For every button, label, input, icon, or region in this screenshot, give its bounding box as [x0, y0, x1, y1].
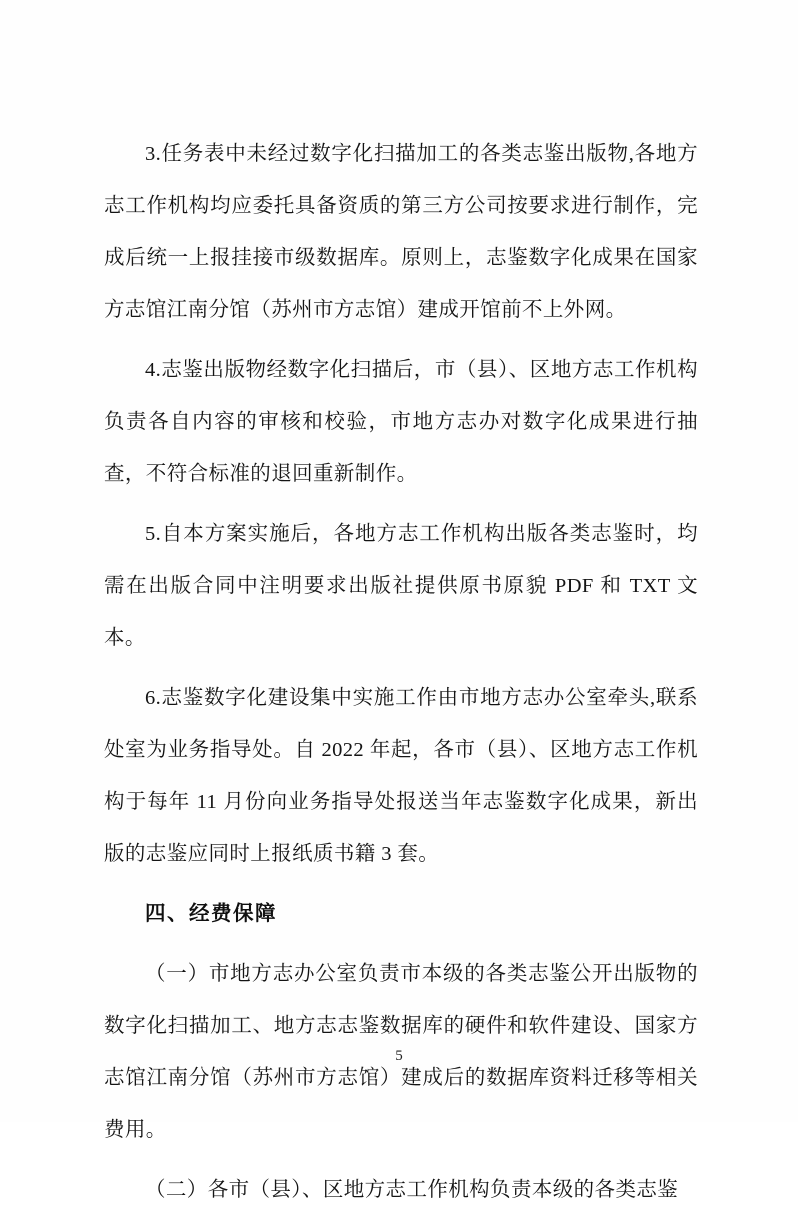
- paragraph-item-one: （一）市地方志办公室负责市本级的各类志鉴公开出版物的数字化扫描加工、地方志志鉴数据库的硬件和软件建设、国家方志馆江南分馆（苏州市方志馆）建成后的数据库资料迁移等相关费用。: [104, 963, 698, 1141]
- paragraph-item-5: 5.自本方案实施后，各地方志工作机构出版各类志鉴时，均需在出版合同中注明要求出版社提供原书原貌 PDF 和 TXT 文本。: [104, 523, 698, 649]
- paragraph-item-6: 6.志鉴数字化建设集中实施工作由市地方志办公室牵头,联系处室为业务指导处。自 2022 年起，各市（县）、区地方志工作机构于每年 11 月份向业务指导处报送当年志鉴数字化成果，新出版的志鉴应同时上报纸质书籍 3 套。: [104, 687, 698, 865]
- paragraph-item-4: 4.志鉴出版物经数字化扫描后，市（县）、区地方志工作机构负责各自内容的审核和校验，市地方志办对数字化成果进行抽查，不符合标准的退回重新制作。: [104, 359, 698, 485]
- paragraph-item-two: （二）各市（县）、区地方志工作机构负责本级的各类志鉴: [145, 1179, 679, 1201]
- section-heading-four: 四、经费保障: [145, 903, 277, 925]
- paragraph-item-3: 3.任务表中未经过数字化扫描加工的各类志鉴出版物,各地方志工作机构均应委托具备资质的第三方公司按要求进行制作，完成后统一上报挂接市级数据库。原则上，志鉴数字化成果在国家方志馆江南分馆（苏州市方志馆）建成开馆前不上外网。: [104, 143, 698, 321]
- page-number: 5: [395, 1048, 403, 1064]
